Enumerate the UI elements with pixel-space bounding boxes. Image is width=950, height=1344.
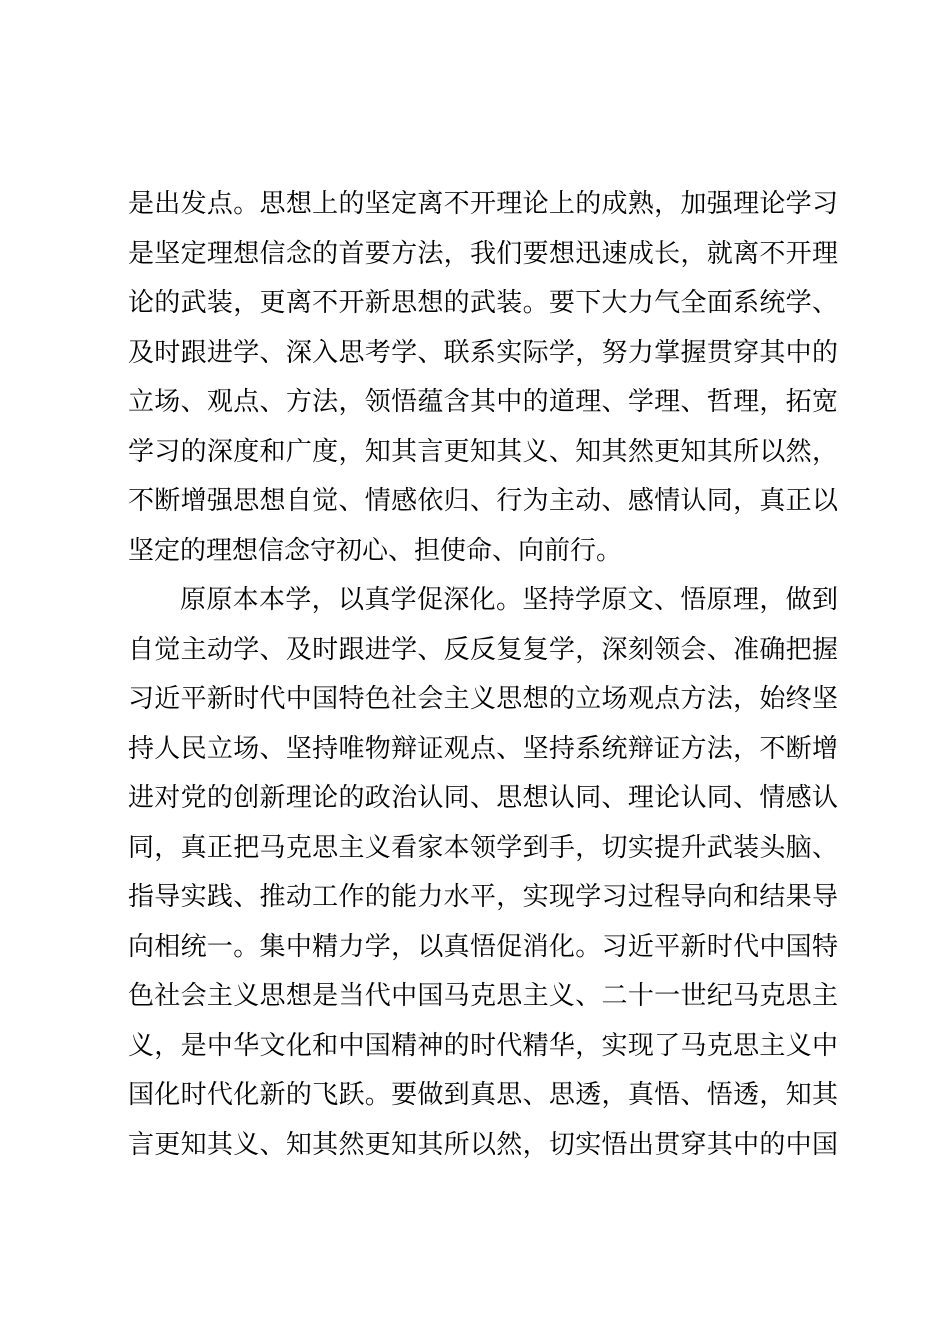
paragraph-start-line: 原原本本学，以真学促深化。坚持学原文、悟原理，做到 bbox=[180, 585, 838, 615]
text-line: 向相统一。集中精力学，以真悟促消化。习近平新时代中国特 bbox=[128, 931, 838, 962]
text-line: 立场、观点、方法，领悟蕴含其中的道理、学理、哲理，拓宽 bbox=[128, 387, 838, 417]
text-line: 是坚定理想信念的首要方法，我们要想迅速成长，就离不开理 bbox=[128, 238, 838, 269]
text-line: 自觉主动学、及时跟进学、反反复复学，深刻领会、准确把握 bbox=[128, 634, 838, 665]
text-line: 同，真正把马克思主义看家本领学到手，切实提升武装头脑、 bbox=[128, 832, 838, 863]
text-line: 言更知其义、知其然更知其所以然，切实悟出贯穿其中的中国 bbox=[128, 1129, 838, 1160]
text-line: 色社会主义思想是当代中国马克思主义、二十一世纪马克思主 bbox=[128, 981, 838, 1011]
text-line: 义，是中华文化和中国精神的时代精华，实现了马克思主义中 bbox=[128, 1030, 838, 1061]
text-line: 学习的深度和广度，知其言更知其义、知其然更知其所以然， bbox=[128, 436, 838, 467]
body-text bbox=[128, 180, 838, 1170]
text-line: 持人民立场、坚持唯物辩证观点、坚持系统辩证方法，不断增 bbox=[128, 733, 838, 764]
text-line: 不断增强思想自觉、情感依归、行为主动、感情认同，真正以 bbox=[128, 486, 838, 516]
text-line: 及时跟进学、深入思考学、联系实际学，努力掌握贯穿其中的 bbox=[128, 337, 838, 368]
text-line: 进对党的创新理论的政治认同、思想认同、理论认同、情感认 bbox=[128, 783, 838, 813]
text-line: 国化时代化新的飞跃。要做到真思、思透，真悟、悟透，知其 bbox=[128, 1080, 838, 1110]
text-line: 是出发点。思想上的坚定离不开理论上的成熟，加强理论学习 bbox=[128, 189, 838, 219]
text-line: 论的武装，更离不开新思想的武装。要下大力气全面系统学、 bbox=[128, 288, 838, 318]
text-line: 习近平新时代中国特色社会主义思想的立场观点方法，始终坚 bbox=[128, 684, 838, 714]
text-line: 指导实践、推动工作的能力水平，实现学习过程导向和结果导 bbox=[128, 882, 838, 912]
paragraph-end-line: 坚定的理想信念守初心、担使命、向前行。 bbox=[128, 535, 623, 566]
